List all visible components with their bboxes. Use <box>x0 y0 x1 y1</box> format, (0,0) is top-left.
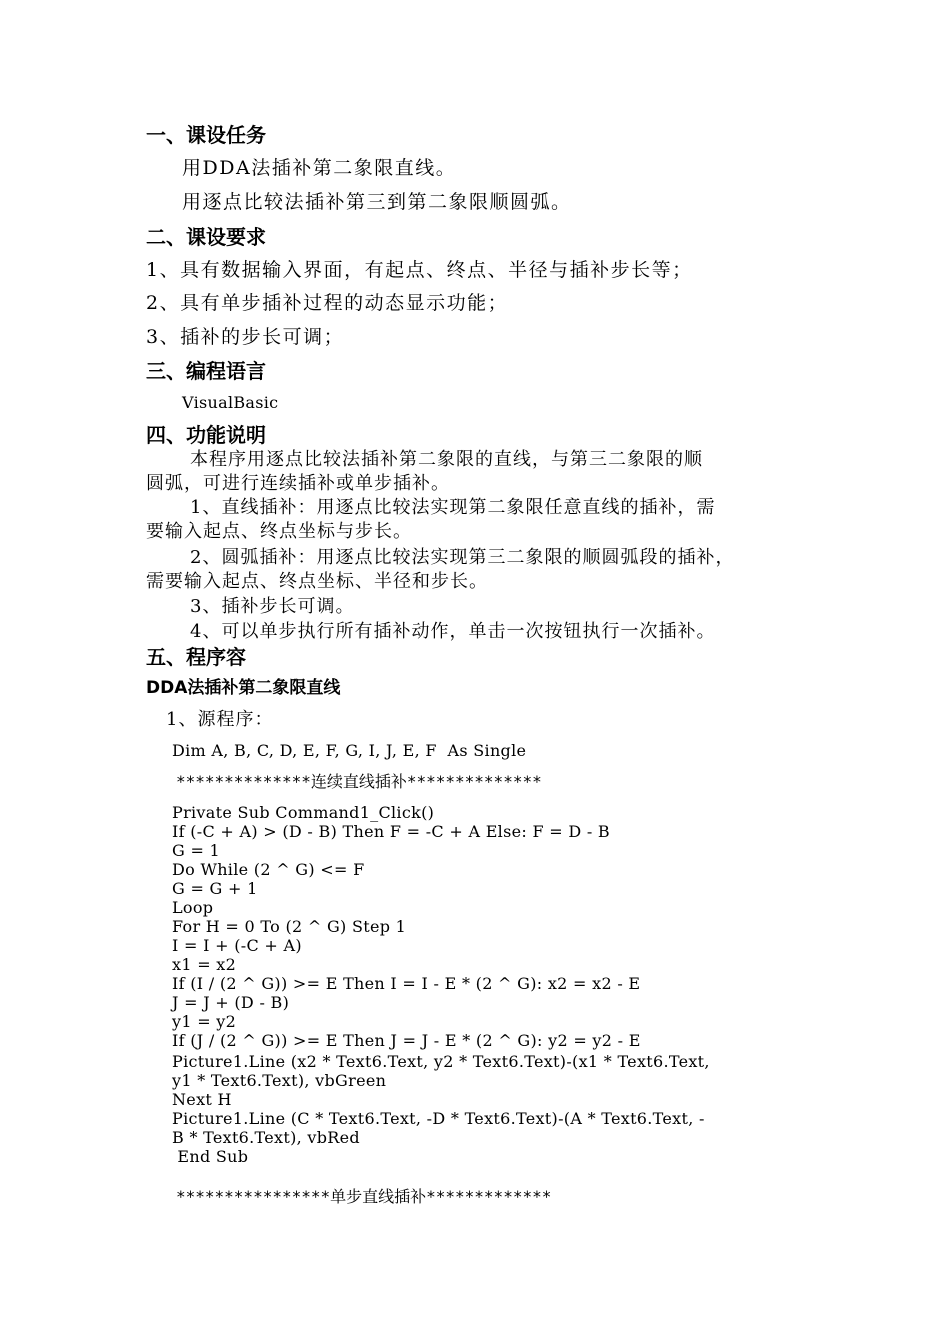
code-line: If (I / (2 ^ G)) >= E Then I = I - E * (2 ^ G): x2 = x2 - E <box>172 974 641 993</box>
code-line: J = J + (D - B) <box>172 993 290 1012</box>
function-para-1b: 圆弧，可进行连续插补或单步插补。 <box>146 473 450 494</box>
code-line: End Sub <box>172 1147 249 1166</box>
code-line: y1 = y2 <box>172 1012 237 1031</box>
function-para-5: 4、可以单步执行所有插补动作，单击一次按钮执行一次插补。 <box>190 621 716 642</box>
heading-language: 三、编程语言 <box>146 359 266 383</box>
requirement-1: 1、具有数据输入界面，有起点、终点、半径与插补步长等； <box>146 259 693 281</box>
requirement-2: 2、具有单步插补过程的动态显示功能； <box>146 292 509 314</box>
code-line: Loop <box>172 898 214 917</box>
source-label: 1、源程序： <box>166 709 274 730</box>
requirement-3: 3、插补的步长可调； <box>146 326 345 348</box>
function-para-3b: 需要输入起点、终点坐标、半径和步长。 <box>146 571 488 592</box>
function-para-4: 3、插补步长可调。 <box>190 596 355 617</box>
code-line: Picture1.Line (x2 * Text6.Text, y2 * Text6.Text)-(x1 * Text6.Text, <box>172 1052 710 1071</box>
task-line-2: 用逐点比较法插补第三到第二象限顺圆弧。 <box>182 191 572 213</box>
code-line: B * Text6.Text), vbRed <box>172 1128 360 1147</box>
program-subtitle: DDA法插补第二象限直线 <box>146 678 341 698</box>
function-para-3a: 2、圆弧插补：用逐点比较法实现第三二象限的顺圆弧段的插补， <box>190 547 735 568</box>
code-line: Next H <box>172 1090 232 1109</box>
code-line: G = 1 <box>172 841 221 860</box>
function-para-2a: 1、直线插补：用逐点比较法实现第二象限任意直线的插补，需 <box>190 497 716 518</box>
function-para-2b: 要输入起点、终点坐标与步长。 <box>146 521 412 542</box>
task-line-1: 用DDA法插补第二象限直线。 <box>182 157 457 179</box>
code-line: Picture1.Line (C * Text6.Text, -D * Text6.Text)-(A * Text6.Text, - <box>172 1109 705 1128</box>
heading-function: 四、功能说明 <box>146 423 266 447</box>
code-line: G = G + 1 <box>172 879 258 898</box>
language-name: VisualBasic <box>182 393 279 412</box>
code-line: Do While (2 ^ G) <= F <box>172 860 365 879</box>
code-banner-single-step: ****************单步直线插补************* <box>176 1187 552 1206</box>
code-line: If (-C + A) > (D - B) Then F = -C + A Else: F = D - B <box>172 822 610 841</box>
code-line: For H = 0 To (2 ^ G) Step 1 <box>172 917 407 936</box>
code-dim-line: Dim A, B, C, D, E, F, G, I, J, E, F As Single <box>172 741 527 760</box>
heading-program: 五、程序容 <box>146 645 246 669</box>
code-line: x1 = x2 <box>172 955 237 974</box>
code-banner-continuous: **************连续直线插补************** <box>176 772 542 791</box>
code-line: y1 * Text6.Text), vbGreen <box>172 1071 387 1090</box>
code-line: If (J / (2 ^ G)) >= E Then J = J - E * (2 ^ G): y2 = y2 - E <box>172 1031 641 1050</box>
code-line: Private Sub Command1_Click() <box>172 803 435 822</box>
code-line: I = I + (-C + A) <box>172 936 302 955</box>
heading-requirements: 二、课设要求 <box>146 225 266 249</box>
function-para-1a: 本程序用逐点比较法插补第二象限的直线，与第三二象限的顺 <box>190 449 703 470</box>
heading-task: 一、课设任务 <box>146 123 266 147</box>
